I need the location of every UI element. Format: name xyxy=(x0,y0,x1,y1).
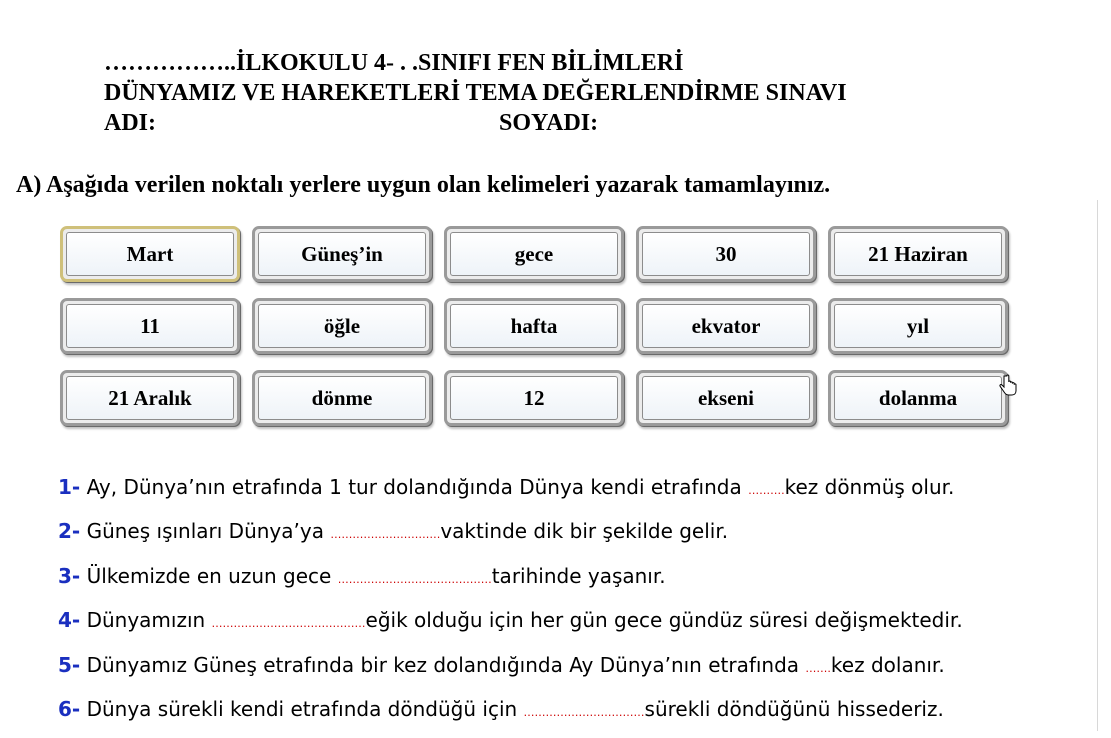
word-label: dolanma xyxy=(834,376,1002,420)
question-text: Dünya sürekli kendi etrafında döndüğü için xyxy=(80,696,524,721)
word-label: ekseni xyxy=(642,376,810,420)
word-label: 21 Aralık xyxy=(66,376,234,420)
word-label: gece xyxy=(450,232,618,276)
answer-blank[interactable]: …………………………………… xyxy=(337,572,492,586)
word-box xyxy=(60,298,240,354)
word-label: Güneş’in xyxy=(258,232,426,276)
word-label: 21 Haziran xyxy=(834,232,1002,276)
question-number: 6- xyxy=(58,696,81,721)
word-box xyxy=(636,370,816,426)
word-bank-row xyxy=(60,298,1016,354)
name-label: ADI: xyxy=(104,110,156,136)
word-box xyxy=(636,298,816,354)
question-text: Ay, Dünya’nın etrafında 1 tur dolandığında Dünya kendi etrafında xyxy=(80,475,749,499)
question-number: 3- xyxy=(58,563,81,588)
hand-pointer-icon xyxy=(998,374,1018,398)
surname-label: SOYADI: xyxy=(499,110,599,136)
answer-blank[interactable]: ………. xyxy=(748,484,785,497)
answer-blank[interactable]: ………………………… xyxy=(330,528,441,542)
word-label: 11 xyxy=(66,304,234,348)
page-edge-divider xyxy=(1097,200,1098,731)
question-text: kez dolanır. xyxy=(830,652,945,677)
word-box xyxy=(444,226,624,282)
word-box xyxy=(252,226,432,282)
word-label: öğle xyxy=(258,304,426,348)
question-item xyxy=(58,650,963,694)
word-box xyxy=(60,370,240,426)
answer-blank[interactable]: …………………………………… xyxy=(211,617,366,631)
word-box xyxy=(828,370,1008,426)
question-number: 1- xyxy=(58,475,81,499)
word-box xyxy=(444,370,624,426)
answer-blank[interactable]: …………………………… xyxy=(523,705,645,719)
word-label: dönme xyxy=(258,376,426,420)
question-text: Güneş ışınları Dünya’ya xyxy=(80,519,331,544)
word-bank xyxy=(60,226,1016,442)
word-box xyxy=(252,370,432,426)
question-list xyxy=(58,472,963,738)
word-box xyxy=(636,226,816,282)
word-box xyxy=(828,298,1008,354)
question-text: Ülkemizde en uzun gece xyxy=(80,563,338,588)
question-text: kez dönmüş olur. xyxy=(784,475,955,499)
question-text: vaktinde dik bir şekilde gelir. xyxy=(440,519,729,544)
word-label: 12 xyxy=(450,376,618,420)
question-item xyxy=(58,561,963,605)
word-box xyxy=(828,226,1008,282)
word-label: hafta xyxy=(450,304,618,348)
question-text: sürekli döndüğünü hissederiz. xyxy=(644,696,944,721)
instruction-text: A) Aşağıda verilen noktalı yerlere uygun olan kelimeleri yazarak tamamlayınız. xyxy=(16,172,831,198)
question-item xyxy=(58,472,963,516)
question-item xyxy=(58,694,963,738)
question-text: tarihinde yaşanır. xyxy=(491,563,666,588)
word-bank-row xyxy=(60,226,1016,282)
question-number: 4- xyxy=(58,608,81,633)
question-text: Dünyamız Güneş etrafında bir kez dolandığında Ay Dünya’nın etrafında xyxy=(80,652,806,677)
word-bank-row xyxy=(60,370,1016,426)
school-title: ……………..İLKOKULU 4- . .SINIFI FEN BİLİMLERİ xyxy=(104,50,684,76)
word-box xyxy=(60,226,240,282)
word-label: ekvator xyxy=(642,304,810,348)
word-label: yıl xyxy=(834,304,1002,348)
word-box xyxy=(444,298,624,354)
question-number: 2- xyxy=(58,519,81,544)
answer-blank[interactable]: ……. xyxy=(805,661,831,675)
question-text: Dünyamızın xyxy=(80,608,212,633)
question-number: 5- xyxy=(58,652,81,677)
word-label: Mart xyxy=(66,232,234,276)
exam-title: DÜNYAMIZ VE HAREKETLERİ TEMA DEĞERLENDİRME SINAVI xyxy=(104,80,847,106)
word-box xyxy=(252,298,432,354)
exam-header xyxy=(104,48,847,138)
word-label: 30 xyxy=(642,232,810,276)
name-row xyxy=(104,108,847,138)
question-text: eğik olduğu için her gün gece gündüz süresi değişmektedir. xyxy=(365,608,963,633)
question-item xyxy=(58,605,963,649)
question-item xyxy=(58,516,963,560)
